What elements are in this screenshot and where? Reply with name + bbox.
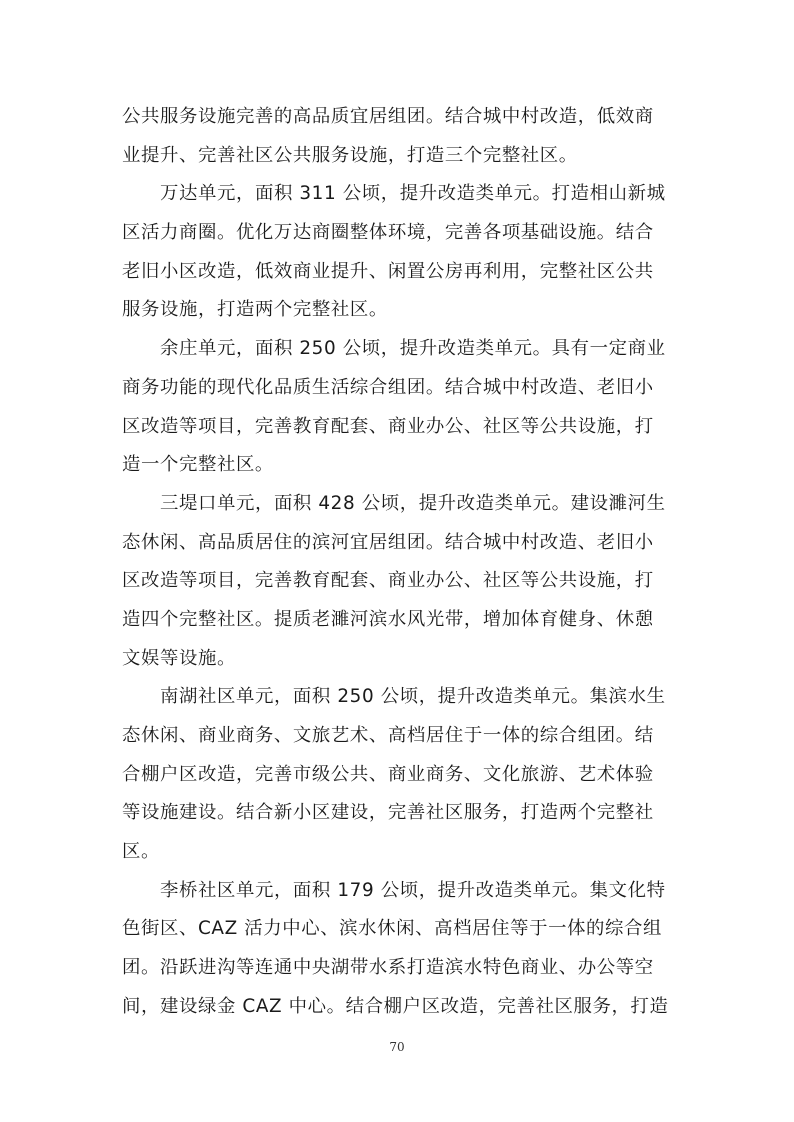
paragraph-santikou-unit	[122, 485, 674, 678]
text-line: 区。	[122, 841, 160, 863]
text-line: 区活力商圈。优化万达商圈整体环境，完善各项基础设施。结合	[122, 222, 654, 244]
text-line: 态休闲、商业商务、文旅艺术、高档居住于一体的综合组团。结	[122, 725, 654, 746]
page-number: 70	[389, 1040, 405, 1054]
text-line: 李桥社区单元，面积 179 公顷，提升改造类单元。集文化特	[160, 879, 666, 901]
text-line: 合棚户区改造，完善市级公共、商业商务、文化旅游、艺术体验	[122, 763, 654, 785]
text-line: 老旧小区改造，低效商业提升、闲置公房再利用，完整社区公共	[122, 260, 654, 282]
paragraph-liqiao-unit	[122, 872, 674, 1027]
text-line: 三堤口单元，面积 428 公顷，提升改造类单元。建设濉河生	[160, 492, 666, 514]
text-line: 区改造等项目，完善教育配套、商业办公、社区等公共设施，打	[122, 570, 654, 592]
text-line: 服务设施，打造两个完整社区。	[122, 299, 388, 321]
text-line: 态休闲、高品质居住的滨河宜居组团。结合城中村改造、老旧小	[122, 531, 654, 553]
text-line: 商务功能的现代化品质生活综合组团。结合城中村改造、老旧小	[122, 376, 654, 398]
text-line: 等设施建设。结合新小区建设，完善社区服务，打造两个完整社	[122, 802, 654, 824]
text-line: 区改造等项目，完善教育配套、商业办公、社区等公共设施，打	[122, 415, 654, 437]
text-line: 色街区、CAZ 活力中心、滨水休闲、高档居住等于一体的综合组	[122, 918, 663, 940]
paragraph-wanda-unit	[122, 175, 674, 330]
text-line: 南湖社区单元，面积 250 公顷，提升改造类单元。集滨水生	[160, 686, 666, 708]
text-line: 余庄单元，面积 250 公顷，提升改造类单元。具有一定商业	[160, 338, 666, 360]
paragraph-nanhu-unit	[122, 678, 674, 871]
paragraph-1	[122, 98, 674, 175]
text-line: 公共服务设施完善的高品质宜居组团。结合城中村改造，低效商	[122, 106, 654, 127]
text-line: 造四个完整社区。提质老濉河滨水风光带，增加体育健身、休憩	[122, 608, 654, 630]
text-line: 文娱等设施。	[122, 647, 236, 669]
text-line: 间，建设绿金 CAZ 中心。结合棚户区改造，完善社区服务，打造	[122, 995, 669, 1017]
text-line: 团。沿跃进沟等连通中央湖带水系打造滨水特色商业、办公等空	[122, 957, 654, 979]
text-line: 业提升、完善社区公共服务设施，打造三个完整社区。	[122, 144, 578, 166]
text-line: 万达单元，面积 311 公顷，提升改造类单元。打造相山新城	[160, 183, 666, 205]
body-text	[122, 98, 674, 1027]
text-line: 造一个完整社区。	[122, 454, 274, 476]
paragraph-yuzhuang-unit	[122, 330, 674, 485]
